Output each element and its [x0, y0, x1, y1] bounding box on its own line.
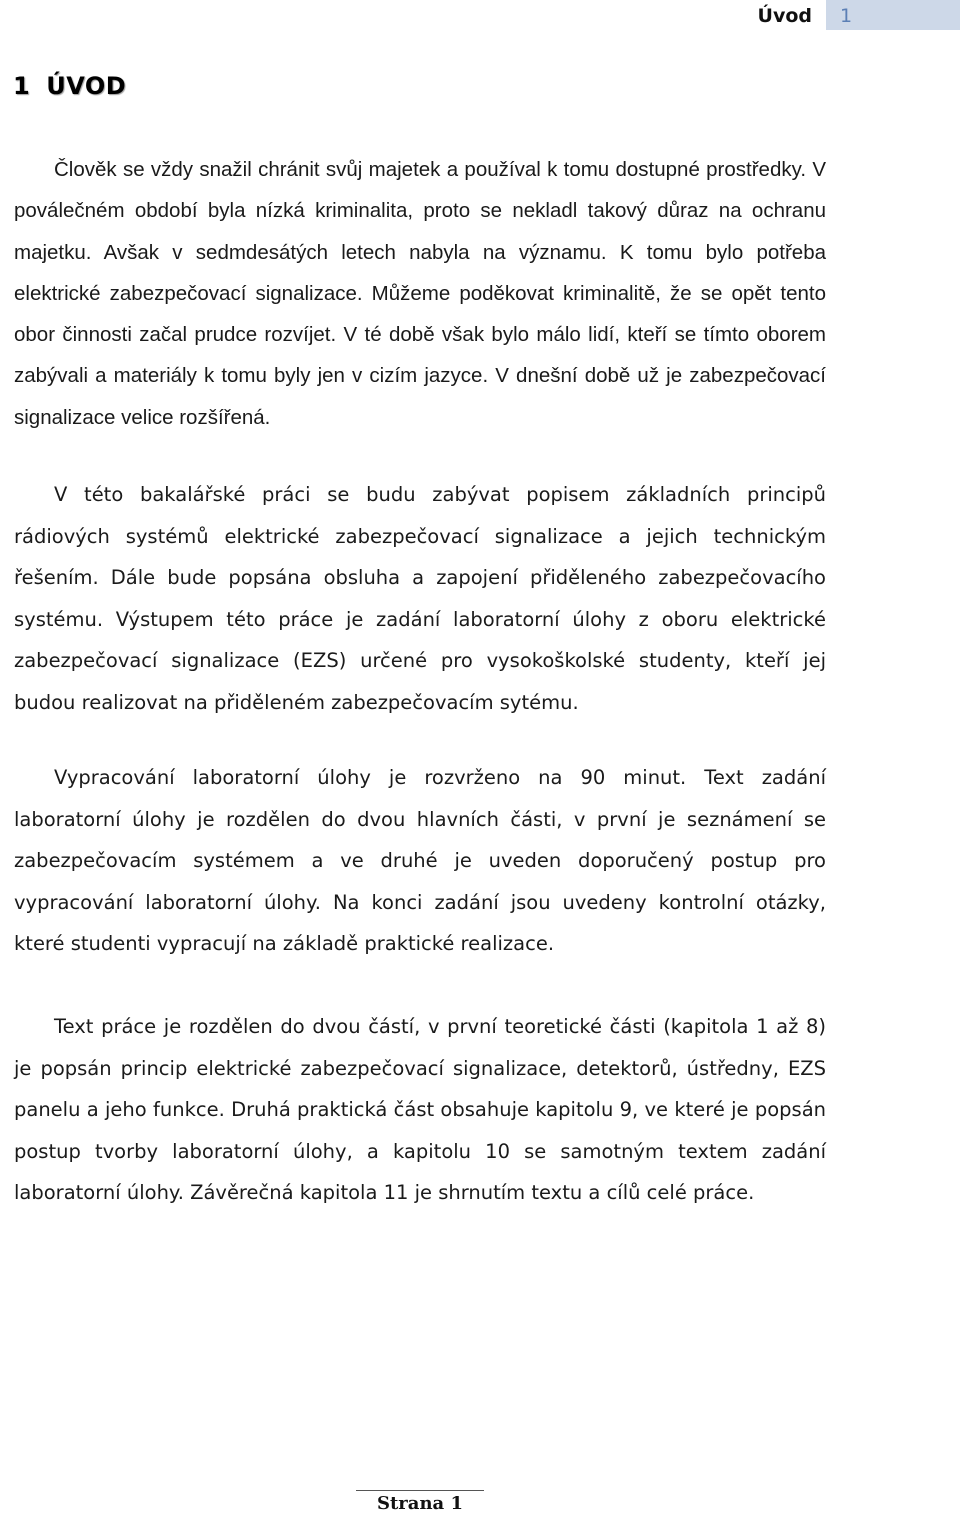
paragraph-structure: Text práce je rozdělen do dvou částí, v první teoretické části (kapitola 1 až 8) je popsán princip elektrické zabezpečovací signalizace, detektorů, ústředny, EZS panelu a jeho funkce. Druhá praktická část obsahuje kapitolu 9, ve které je popsán postup tvorby laboratorní úlohy, a kapitolu 10 se samotným textem zadání laboratorní úlohy. Závěrečná kapitola 11 je shrnutím textu a cílů celé práce. [14, 1015, 826, 1204]
header-chapter-title: Úvod [757, 5, 812, 27]
paragraph-intro: Člověk se vždy snažil chránit svůj majetek a používal k tomu dostupné prostředky. V poválečném období byla nízká kriminalita, proto se nekladl takový důraz na ochranu majetku. Avšak v sedmdesátých letech nabyla na významu. K tomu bylo potřeba elektrické zabezpečovací signalizace. Můžeme poděkovat kriminalitě, že se opět tento obor činnosti začal prudce rozvíjet. V té době však bylo málo lidí, kteří se tímto oborem zabývali a materiály k tomu byly jen v cizím jazyce. V dnešní době už je zabezpečovací signalizace velice rozšířená. [14, 158, 826, 429]
chapter-title: ÚVOD [46, 72, 127, 100]
page-footer: Strana 1 [376, 1493, 463, 1514]
header-page-number: 1 [826, 0, 960, 30]
running-header [758, 0, 960, 30]
paragraph-thesis-aim: V této bakalářské práci se budu zabývat popisem základních principů rádiových systémů elektrické zabezpečovací signalizace a jejich technickým řešením. Dále bude popsána obsluha a zapojení přiděleného zabezpečovacího systému. Výstupem této práce je zadání laboratorní úlohy z oboru elektrické zabezpečovací signalizace (EZS) určené pro vysokoškolské studenty, kteří jej budou realizovat na přiděleném zabezpečovacím sytému. [14, 483, 826, 714]
chapter-heading [13, 72, 126, 100]
paragraph-lab-task: Vypracování laboratorní úlohy je rozvrženo na 90 minut. Text zadání laboratorní úlohy je rozdělen do dvou hlavních části, v první je seznámení se zabezpečovacím systémem a ve druhé je uveden doporučený postup pro vypracování laboratorní úlohy. Na konci zadání jsou uvedeny kontrolní otázky, které studenti vypracují na základě praktické realizace. [14, 766, 826, 955]
chapter-number: 1 [13, 72, 31, 100]
footer-rule [356, 1490, 484, 1491]
